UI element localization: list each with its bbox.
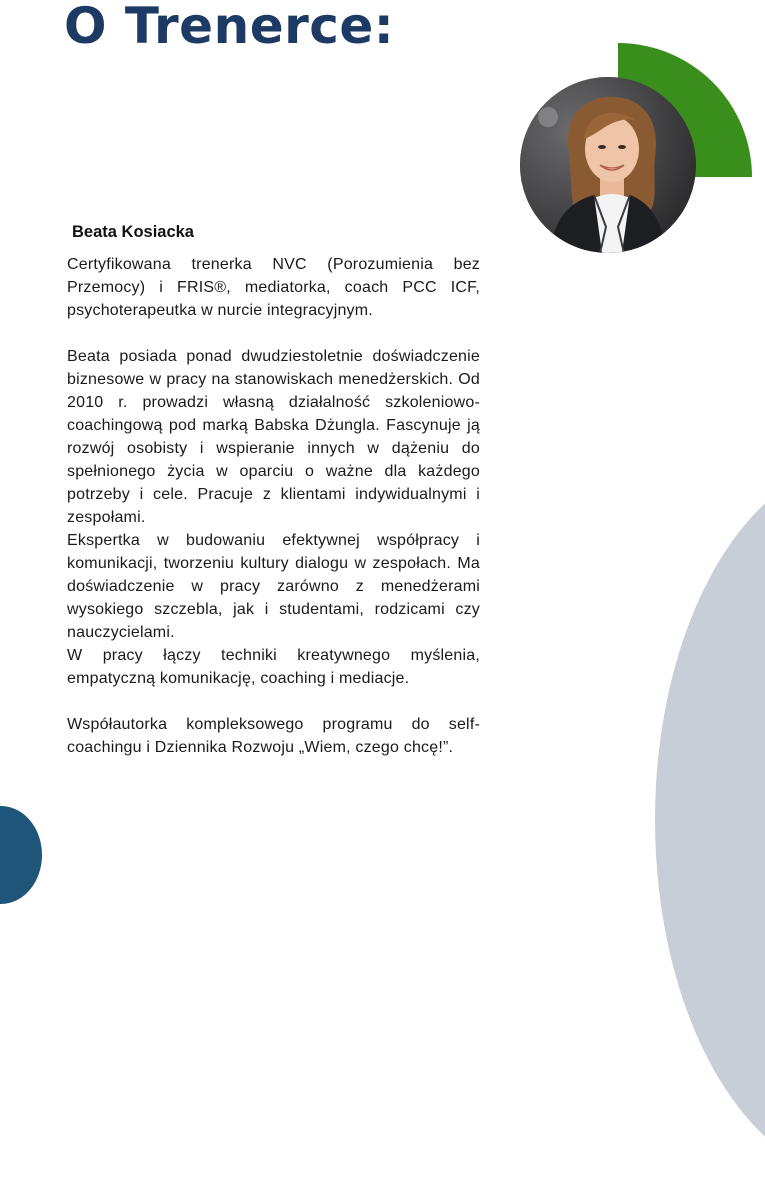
bio-paragraph-experience: Beata posiada ponad dwudziestoletnie doświadczenie biznesowe w pracy na stanowiskach menedżerskich. Od 2010 r. prowadzi własną działalność szkoleniowo-coachingową pod marką Babska Dżungla. Fascynuje ją rozwój osobisty i wspieranie innych w dążeniu do spełnionego życia w oparciu o ważne dla każdego potrzeby i cele. Pracuje z klientami indywidualnymi i zespołami.: [67, 348, 480, 526]
bio-paragraph-methods: W pracy łączy techniki kreatywnego myślenia, empatyczną komunikację, coaching i mediacje.: [67, 647, 480, 687]
blue-arc-decoration: [0, 806, 42, 904]
trainer-photo: [520, 77, 696, 253]
page-title: O Trenerce:: [64, 0, 395, 55]
trainer-name: Beata Kosiacka: [72, 223, 194, 241]
bio-paragraph-expertise: Ekspertka w budowaniu efektywnej współpracy i komunikacji, tworzeniu kultury dialogu w zespołach. Ma doświadczenie w pracy zarówno z menedżerami wysokiego szczebla, jak i studentami, rodzicami czy nauczycielami.: [67, 532, 480, 641]
trainer-bio: [67, 253, 480, 759]
bio-paragraph-publications: Współautorka kompleksowego programu do self-coachingu i Dziennika Rozwoju „Wiem, czego chcę!”.: [67, 716, 480, 756]
bio-paragraph-credentials: Certyfikowana trenerka NVC (Porozumienia bez Przemocy) i FRIS®, mediatorka, coach PCC ICF, psychoterapeutka w nurcie integracyjnym.: [67, 256, 480, 319]
grey-arc-decoration: [655, 460, 765, 1180]
